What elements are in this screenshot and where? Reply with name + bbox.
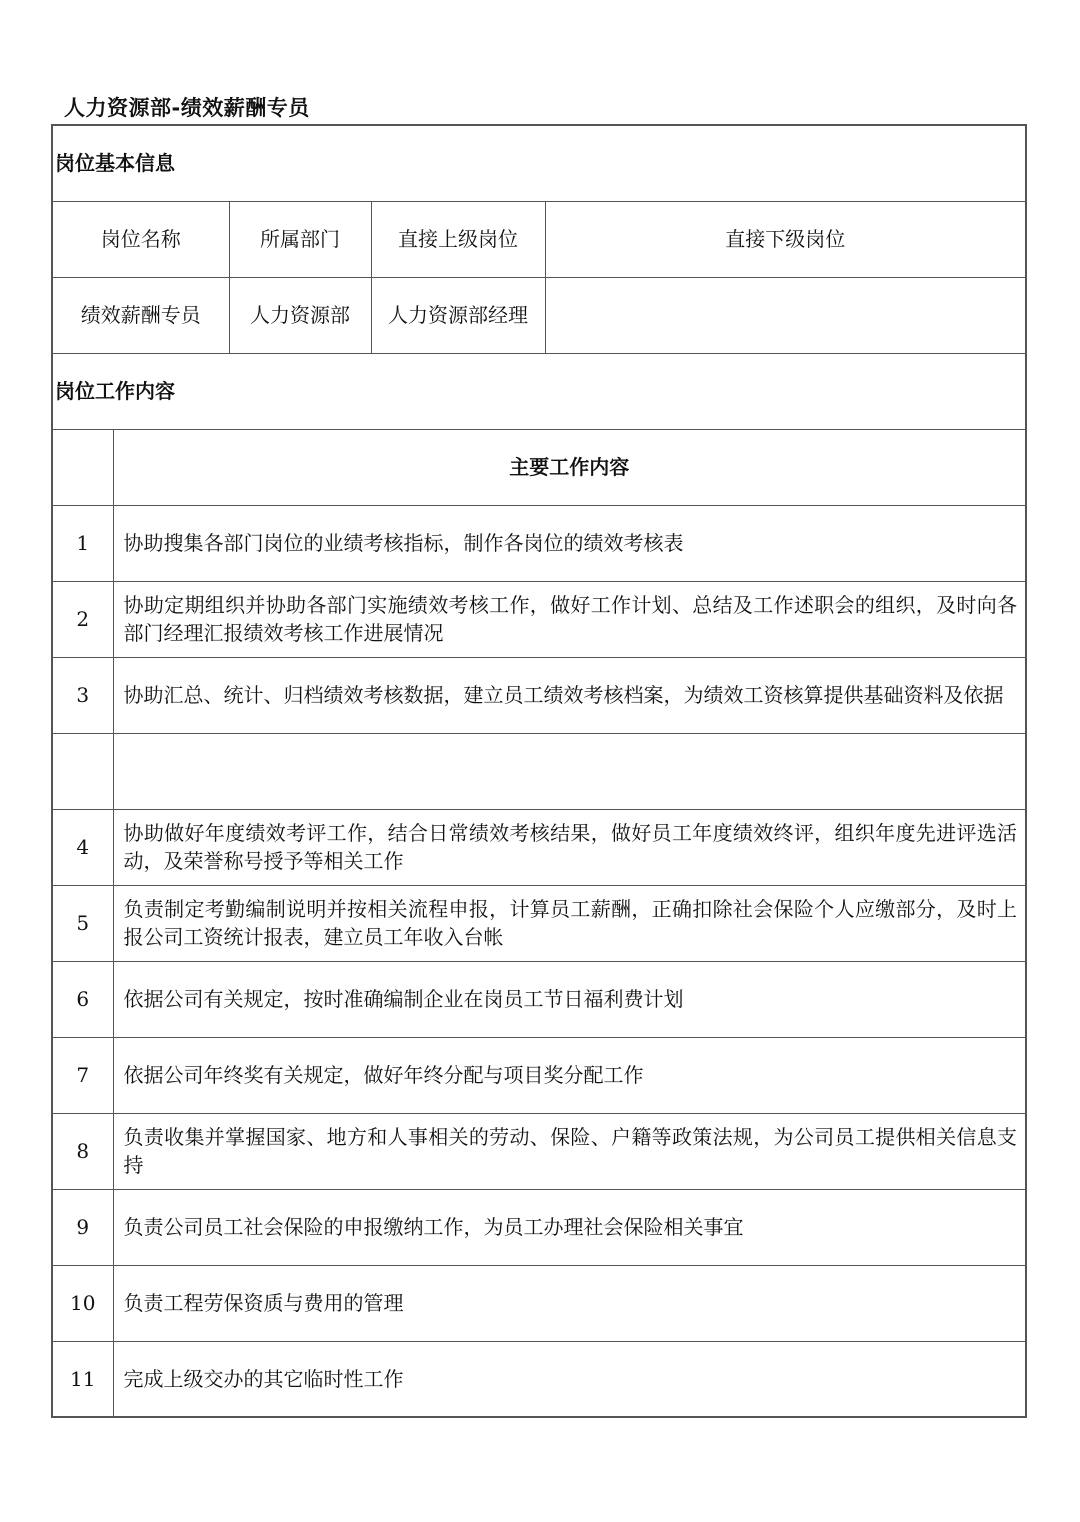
duty-text: 协助汇总、统计、归档绩效考核数据，建立员工绩效考核档案，为绩效工资核算提供基础资料及依据: [113, 657, 1026, 733]
value-direct-superior: 人力资源部经理: [371, 277, 545, 353]
header-department: 所属部门: [229, 201, 371, 277]
duty-row: [52, 885, 1026, 961]
basic-info-value-row: [52, 277, 1026, 353]
duty-text: 负责公司员工社会保险的申报缴纳工作，为员工办理社会保险相关事宜: [113, 1189, 1026, 1265]
job-description-table: [51, 124, 1027, 1418]
duty-row: [52, 1341, 1026, 1417]
duty-row: [52, 1265, 1026, 1341]
duty-number: 8: [52, 1113, 113, 1189]
duty-text: [113, 733, 1026, 809]
basic-info-section-title: 岗位基本信息: [52, 125, 1026, 201]
duty-row-empty: [52, 733, 1026, 809]
number-header-cell: [52, 429, 113, 505]
duty-row: [52, 809, 1026, 885]
duty-number: 5: [52, 885, 113, 961]
work-content-header-row: [52, 429, 1026, 505]
duty-number: [52, 733, 113, 809]
duty-text: 协助搜集各部门岗位的业绩考核指标，制作各岗位的绩效考核表: [113, 505, 1026, 581]
value-position-name: 绩效薪酬专员: [52, 277, 229, 353]
value-direct-subordinate: [545, 277, 1026, 353]
duty-number: 11: [52, 1341, 113, 1417]
basic-info-section-row: [52, 125, 1026, 201]
work-content-section-row: [52, 353, 1026, 429]
duty-number: 1: [52, 505, 113, 581]
basic-info-header-row: [52, 201, 1026, 277]
header-direct-subordinate: 直接下级岗位: [545, 201, 1026, 277]
duty-text: 协助做好年度绩效考评工作，结合日常绩效考核结果，做好员工年度绩效终评，组织年度先进评选活动，及荣誉称号授予等相关工作: [113, 809, 1026, 885]
duty-row: [52, 1189, 1026, 1265]
main-duties-header: 主要工作内容: [113, 429, 1026, 505]
duty-number: 4: [52, 809, 113, 885]
duty-row: [52, 581, 1026, 657]
duty-text: 负责收集并掌握国家、地方和人事相关的劳动、保险、户籍等政策法规，为公司员工提供相关信息支持: [113, 1113, 1026, 1189]
header-direct-superior: 直接上级岗位: [371, 201, 545, 277]
duty-number: 9: [52, 1189, 113, 1265]
duty-text: 完成上级交办的其它临时性工作: [113, 1341, 1026, 1417]
duty-number: 10: [52, 1265, 113, 1341]
duty-row: [52, 961, 1026, 1037]
header-position-name: 岗位名称: [52, 201, 229, 277]
duty-row: [52, 657, 1026, 733]
duty-text: 依据公司年终奖有关规定，做好年终分配与项目奖分配工作: [113, 1037, 1026, 1113]
document-title: 人力资源部-绩效薪酬专员: [64, 96, 310, 120]
duty-number: 3: [52, 657, 113, 733]
duty-text: 负责工程劳保资质与费用的管理: [113, 1265, 1026, 1341]
duty-text: 依据公司有关规定，按时准确编制企业在岗员工节日福利费计划: [113, 961, 1026, 1037]
duty-row: [52, 1113, 1026, 1189]
value-department: 人力资源部: [229, 277, 371, 353]
duty-text: 负责制定考勤编制说明并按相关流程申报，计算员工薪酬，正确扣除社会保险个人应缴部分，及时上报公司工资统计报表，建立员工年收入台帐: [113, 885, 1026, 961]
duty-number: 6: [52, 961, 113, 1037]
duty-number: 2: [52, 581, 113, 657]
duty-text: 协助定期组织并协助各部门实施绩效考核工作，做好工作计划、总结及工作述职会的组织，及时向各部门经理汇报绩效考核工作进展情况: [113, 581, 1026, 657]
duty-number: 7: [52, 1037, 113, 1113]
work-content-section-title: 岗位工作内容: [52, 353, 1026, 429]
duty-row: [52, 1037, 1026, 1113]
duty-row: [52, 505, 1026, 581]
